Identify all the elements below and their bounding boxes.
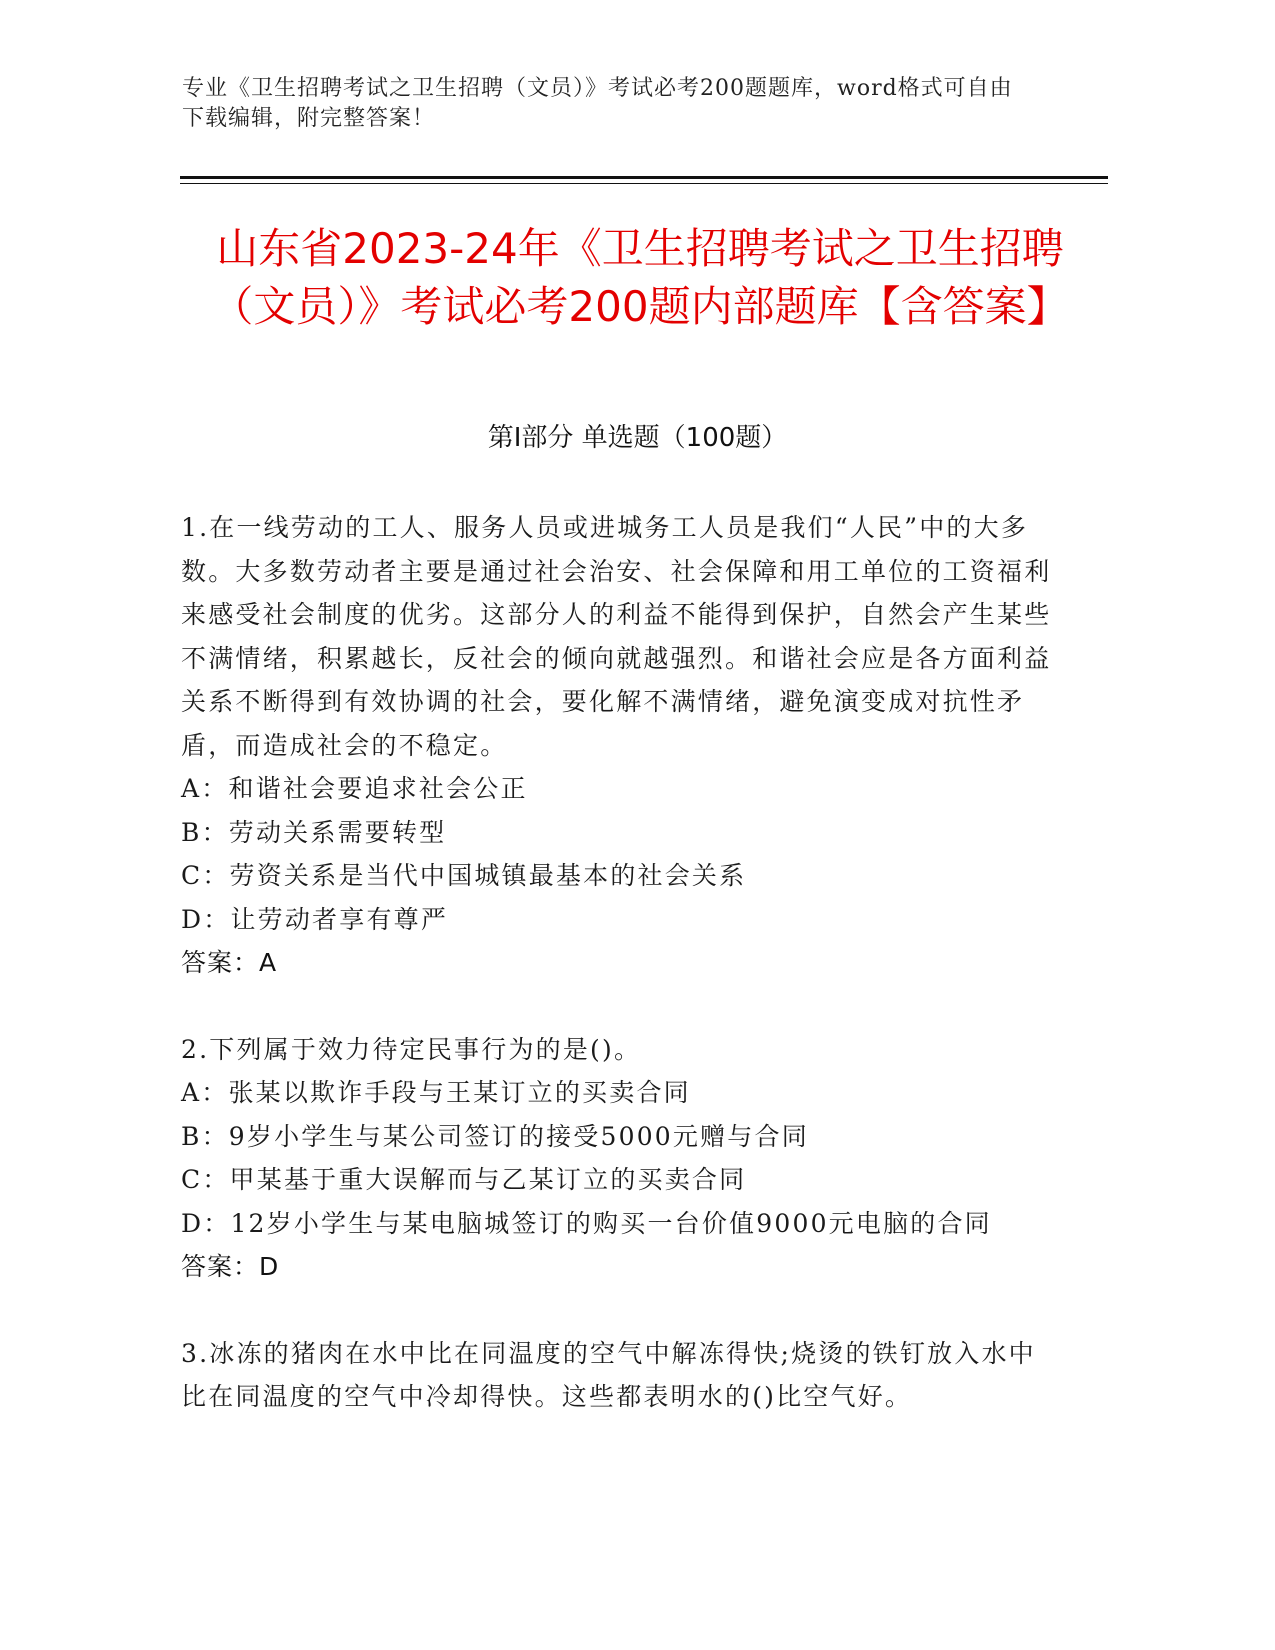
document-title: 山东省2023-24年《卫生招聘考试之卫生招聘（文员）》考试必考200题内部题库【含答案】 bbox=[211, 224, 1069, 331]
section-title: 第Ⅰ部分 单选题（100题） bbox=[487, 423, 788, 453]
header-rule-thin bbox=[180, 183, 1108, 184]
option-c: C：劳资关系是当代中国城镇最基本的社会关系 bbox=[181, 861, 747, 890]
option-d: D：12岁小学生与某电脑城签订的购买一台价值9000元电脑的合同 bbox=[181, 1208, 992, 1238]
option-b: B：9岁小学生与某公司签订的接受5000元赠与合同 bbox=[181, 1121, 809, 1151]
question-3 bbox=[181, 1332, 1061, 1419]
question-spacer bbox=[181, 1289, 1061, 1332]
question-stem: 3.冰冻的猪肉在水中比在同温度的空气中解冻得快;烧烫的铁钉放入水中比在同温度的空气中冷却得快。这些都表明水的()比空气好。 bbox=[181, 1338, 1036, 1411]
question-1 bbox=[181, 506, 1061, 985]
question-stem: 2.下列属于效力待定民事行为的是()。 bbox=[181, 1034, 642, 1064]
answer-label: 答案：D bbox=[181, 1252, 280, 1281]
question-spacer bbox=[181, 985, 1061, 1028]
question-2 bbox=[181, 1028, 1061, 1289]
question-stem: 1.在一线劳动的工人、服务人员或进城务工人员是我们“人民”中的大多数。大多数劳动者主要是通过社会治安、社会保障和用工单位的工资福利来感受社会制度的优劣。这部分人的利益不能得到保护，自然会产生某些不满情绪，积累越长，反社会的倾向就越强烈。和谐社会应是各方面利益关系不断得到有效协调的社会，要化解不满情绪，避免演变成对抗性矛盾，而造成社会的不稳定。 bbox=[181, 513, 1052, 760]
option-b: B：劳动关系需要转型 bbox=[181, 817, 447, 847]
question-list bbox=[181, 506, 1061, 1419]
header-note: 专业《卫生招聘考试之卫生招聘（文员）》考试必考200题题库，word格式可自由下载编辑，附完整答案！ bbox=[182, 76, 1013, 131]
option-a: A：张某以欺诈手段与王某订立的买卖合同 bbox=[181, 1078, 691, 1107]
option-d: D：让劳动者享有尊严 bbox=[181, 904, 449, 934]
header-rule-thick bbox=[180, 176, 1108, 179]
option-a: A：和谐社会要追求社会公正 bbox=[181, 774, 528, 803]
option-c: C：甲某基于重大误解而与乙某订立的买卖合同 bbox=[181, 1165, 747, 1194]
answer-label: 答案：A bbox=[181, 948, 278, 977]
